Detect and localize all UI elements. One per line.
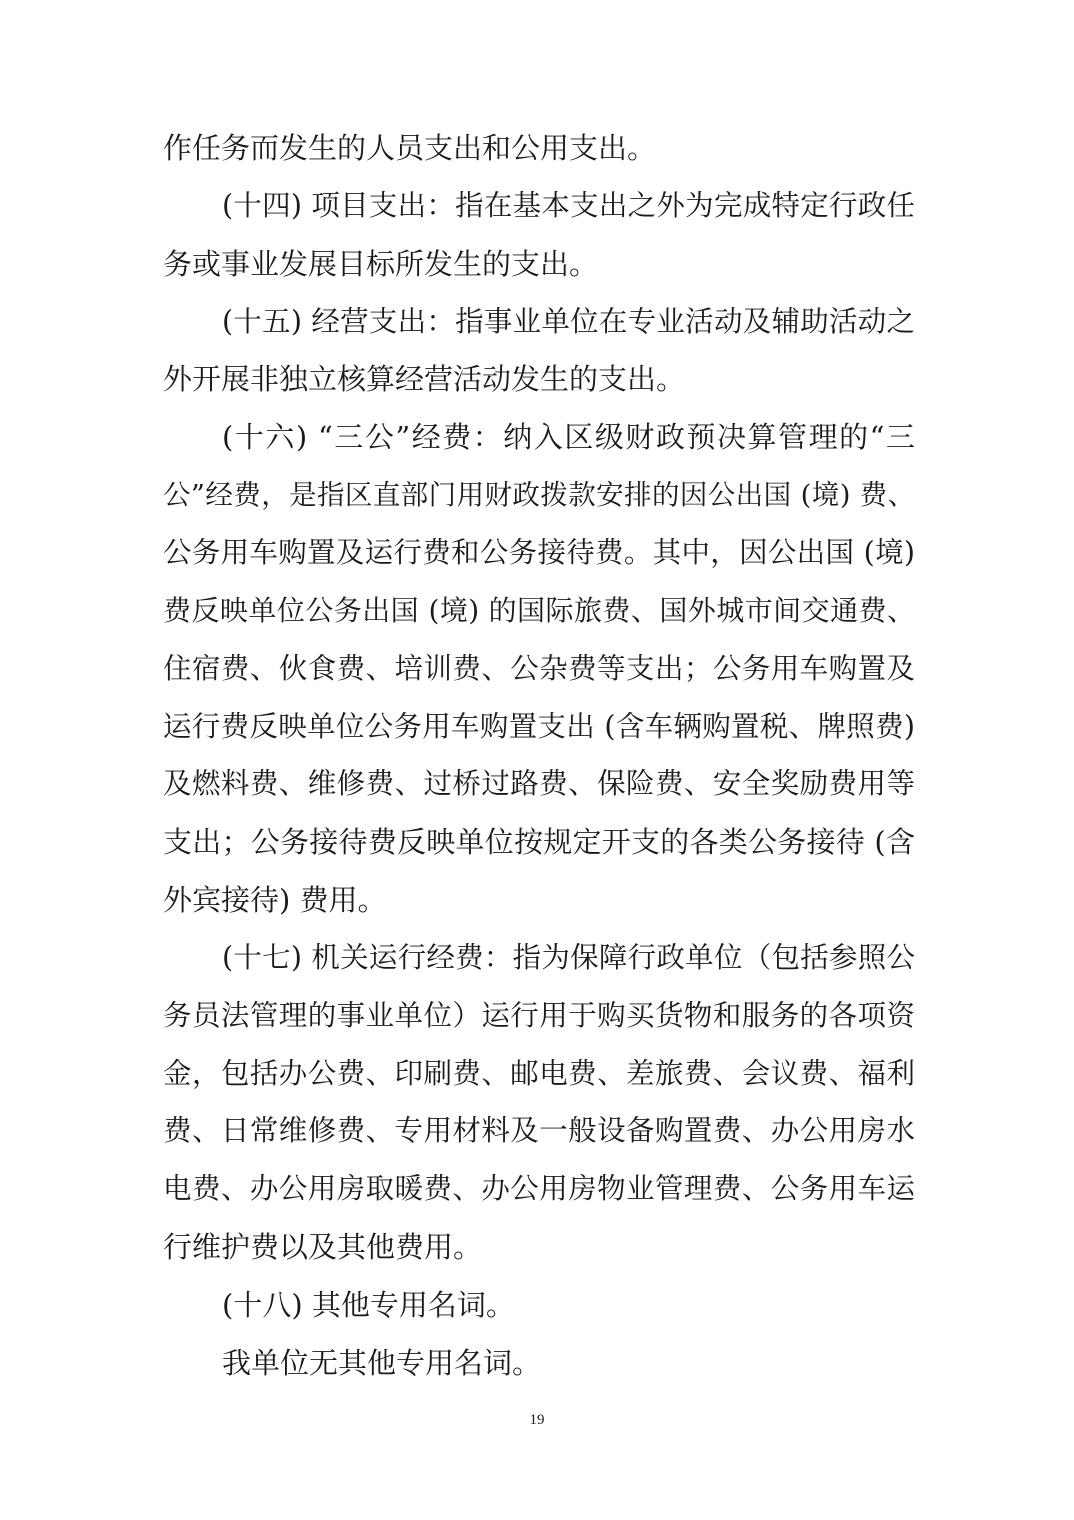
text-line-10: 住宿费、伙食费、培训费、公杂费等支出；公务用车购置及 — [163, 652, 915, 685]
text-line-20: 行维护费以及其他费用。 — [163, 1230, 483, 1264]
text-line-13: 支出；公务接待费反映单位按规定开支的各类公务接待 (含 — [163, 825, 915, 859]
text-line-12: 及燃料费、维修费、过桥过路费、保险费、安全奖励费用等 — [163, 767, 915, 800]
text-line-21: (十八) 其他专用名词。 — [222, 1288, 515, 1322]
text-line-2: (十四) 项目支出：指在基本支出之外为完成特定行政任 — [222, 189, 915, 222]
text-line-17: 金，包括办公费、印刷费、邮电费、差旅费、会议费、福利 — [163, 1057, 915, 1090]
text-line-1: 作任务而发生的人员支出和公用支出。 — [163, 131, 657, 165]
text-line-7: 公”经费，是指区直部门用财政拨款安排的因公出国 (境) 费、 — [163, 479, 915, 511]
text-line-19: 电费、办公用房取暖费、办公用房物业管理费、公务用车运 — [163, 1172, 915, 1205]
text-line-4: (十五) 经营支出：指事业单位在专业活动及辅助活动之 — [222, 305, 915, 338]
text-line-11: 运行费反映单位公务用车购置支出 (含车辆购置税、牌照费) — [163, 710, 915, 743]
page-number: 19 — [529, 1412, 545, 1428]
text-line-9: 费反映单位公务出国 (境) 的国际旅费、国外城市间交通费、 — [163, 594, 915, 627]
text-line-5: 外开展非独立核算经营活动发生的支出。 — [163, 362, 686, 396]
text-line-3: 务或事业发展目标所发生的支出。 — [163, 247, 599, 281]
text-line-18: 费、日常维修费、专用材料及一般设备购置费、办公用房水 — [163, 1114, 915, 1147]
text-line-6: (十六) “三公”经费：纳入区级财政预决算管理的“三 — [222, 420, 915, 454]
text-line-16: 务员法管理的事业单位）运行用于购买货物和服务的各项资 — [163, 999, 915, 1032]
text-line-15: (十七) 机关运行经费：指为保障行政单位（包括参照公 — [222, 941, 915, 974]
text-line-14: 外宾接待) 费用。 — [163, 883, 387, 917]
text-line-8: 公务用车购置及运行费和公务接待费。其中，因公出国 (境) — [163, 536, 915, 569]
text-line-22: 我单位无其他专用名词。 — [222, 1346, 542, 1380]
